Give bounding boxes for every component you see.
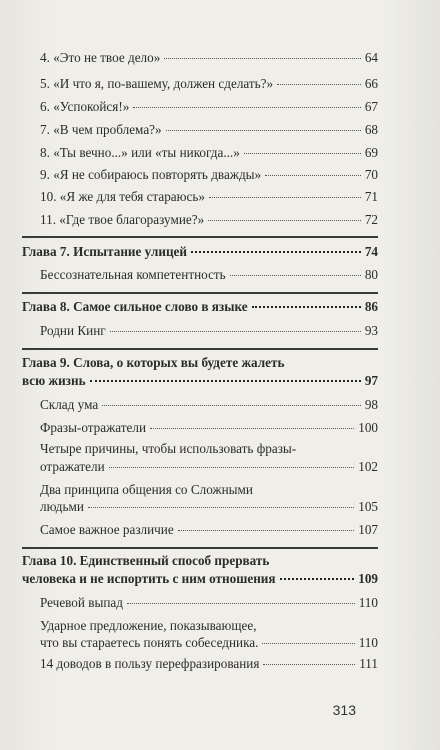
chapter-7-entry xyxy=(22,244,378,260)
toc-subentry xyxy=(40,635,378,651)
toc-entry-title: Самое важное различие xyxy=(40,522,174,537)
leader-dots xyxy=(166,130,361,131)
leader-dots xyxy=(109,467,355,468)
chapter-divider xyxy=(22,348,378,350)
chapter-divider xyxy=(22,292,378,294)
chapter-title-line: Глава 9. Слова, о которых вы будете жалеть xyxy=(22,355,285,370)
leader-dots xyxy=(110,331,361,332)
toc-entry-title: 5. «И что я, по-вашему, должен сделать?» xyxy=(40,76,274,91)
toc-entry xyxy=(40,212,378,228)
leader-dots xyxy=(262,643,354,644)
toc-entry-title: отражатели xyxy=(40,459,105,474)
chapter-divider xyxy=(22,547,378,549)
toc-entry-title-line: Два принципа общения со Сложными xyxy=(40,482,253,497)
leader-dots xyxy=(127,603,355,604)
toc-entry-page: 110 xyxy=(358,595,378,610)
toc-entry-page: 107 xyxy=(358,522,378,537)
leader-dots xyxy=(263,664,355,665)
toc-entry-page: 80 xyxy=(364,267,378,282)
leader-dots xyxy=(191,251,361,253)
leader-dots xyxy=(265,175,361,176)
toc-subentry xyxy=(40,267,378,283)
toc-entry xyxy=(40,76,378,92)
toc-entry-page: 105 xyxy=(358,499,378,514)
leader-dots xyxy=(244,153,361,154)
toc-entry-title: 11. «Где твое благоразумие?» xyxy=(40,212,205,227)
leader-dots xyxy=(150,428,354,429)
toc-entry-page: 93 xyxy=(364,323,378,338)
toc-entry-title: 14 доводов в пользу перефразирования xyxy=(40,656,260,671)
toc-entry-page: 67 xyxy=(364,99,378,114)
leader-dots xyxy=(230,275,361,276)
chapter-title: Глава 8. Самое сильное слово в языке xyxy=(22,299,248,314)
toc-entry xyxy=(40,99,378,115)
toc-subentry xyxy=(40,323,378,339)
chapter-title: Глава 7. Испытание улицей xyxy=(22,244,187,259)
toc-subentry xyxy=(40,420,378,436)
toc-entry-title: 10. «Я же для тебя стараюсь» xyxy=(40,189,205,204)
toc-entry xyxy=(40,167,378,183)
toc-entry xyxy=(40,122,378,138)
toc-entry xyxy=(40,50,378,66)
toc-entry xyxy=(40,189,378,205)
toc-entry-page: 70 xyxy=(364,167,378,182)
toc-entry-page: 69 xyxy=(364,145,378,160)
toc-entry-title: 7. «В чем проблема?» xyxy=(40,122,162,137)
leader-dots xyxy=(280,578,355,580)
toc-entry-page: 100 xyxy=(358,420,378,435)
toc-entry-title: Речевой выпад xyxy=(40,595,123,610)
chapter-9-entry xyxy=(22,373,378,389)
toc-entry-title: 4. «Это не твое дело» xyxy=(40,50,161,65)
leader-dots xyxy=(209,197,361,198)
chapter-8-entry xyxy=(22,299,378,315)
toc-entry-title: Родни Кинг xyxy=(40,323,106,338)
chapter-page: 97 xyxy=(364,373,378,388)
toc-subentry xyxy=(40,522,378,538)
leader-dots xyxy=(164,58,361,59)
toc-subentry xyxy=(40,499,378,515)
chapter-page: 86 xyxy=(364,299,378,314)
toc-entry-page: 110 xyxy=(358,635,378,650)
leader-dots xyxy=(208,220,361,221)
leader-dots xyxy=(277,84,361,85)
chapter-title-line: Глава 10. Единственный способ прервать xyxy=(22,553,270,568)
toc-entry-title: 9. «Я не собираюсь повторять дважды» xyxy=(40,167,262,182)
toc-entry-page: 102 xyxy=(358,459,378,474)
chapter-title: всю жизнь xyxy=(22,373,86,388)
leader-dots xyxy=(102,405,361,406)
toc-entry-page: 71 xyxy=(364,189,378,204)
toc-entry-title: Склад ума xyxy=(40,397,99,412)
toc-entry-page: 111 xyxy=(359,656,378,671)
leader-dots xyxy=(252,306,361,308)
toc-entry-title: 6. «Успокойся!» xyxy=(40,99,130,114)
toc-entry xyxy=(40,145,378,161)
toc-entry-page: 98 xyxy=(364,397,378,412)
page-number: 313 xyxy=(332,702,356,718)
toc-entry-title: Бессознательная компетентность xyxy=(40,267,226,282)
leader-dots xyxy=(88,507,354,508)
chapter-10-entry xyxy=(22,571,378,587)
toc-subentry xyxy=(40,459,378,475)
chapter-page: 109 xyxy=(358,571,378,586)
toc-subentry xyxy=(40,595,378,611)
toc-entry-page: 64 xyxy=(364,50,378,65)
toc-entry-title-line: Ударное предложение, показывающее, xyxy=(40,618,257,633)
chapter-page: 74 xyxy=(364,244,378,259)
toc-entry-title: Фразы-отражатели xyxy=(40,420,146,435)
leader-dots xyxy=(178,530,355,531)
toc-subentry xyxy=(40,656,378,672)
toc-entry-page: 72 xyxy=(364,212,378,227)
toc-subentry xyxy=(40,397,378,413)
leader-dots xyxy=(90,380,361,382)
toc-entry-page: 66 xyxy=(364,76,378,91)
toc-entry-title: что вы стараетесь понять собеседника. xyxy=(40,635,259,650)
leader-dots xyxy=(133,107,360,108)
toc-entry-title-line: Четыре причины, чтобы использовать фразы- xyxy=(40,441,297,456)
chapter-divider xyxy=(22,236,378,238)
toc-entry-title: людьми xyxy=(40,499,84,514)
toc-entry-page: 68 xyxy=(364,122,378,137)
toc-entry-title: 8. «Ты вечно...» или «ты никогда...» xyxy=(40,145,240,160)
chapter-title: человека и не испортить с ним отношения xyxy=(22,571,276,586)
